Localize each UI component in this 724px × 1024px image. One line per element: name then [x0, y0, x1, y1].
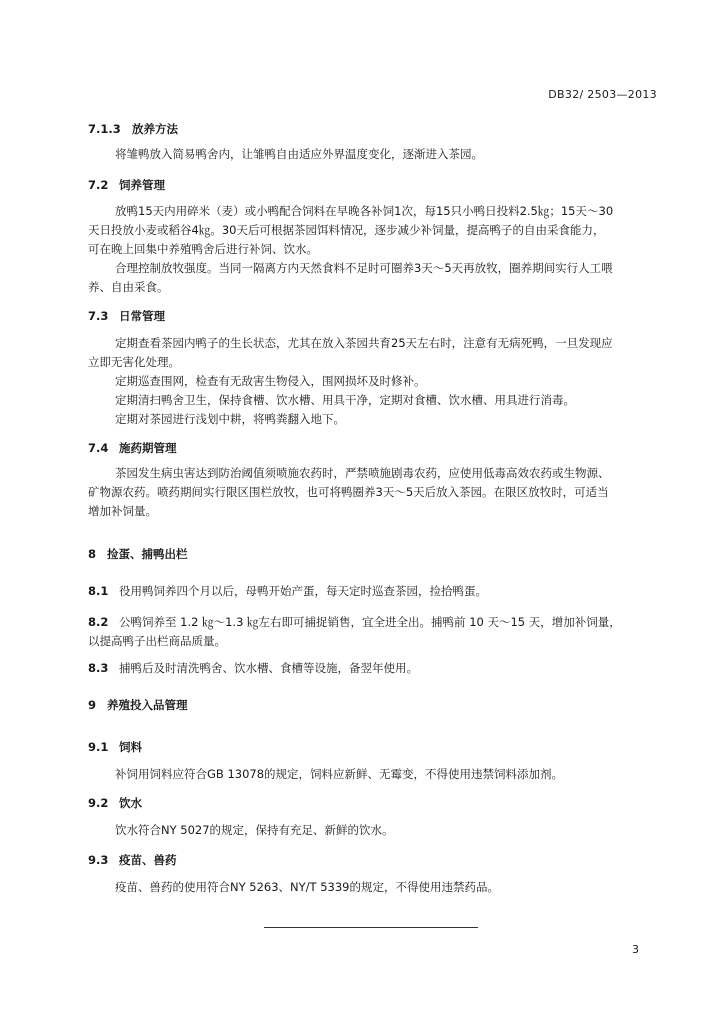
end-of-document-rule	[264, 927, 478, 928]
text-line: 疫苗、兽药的使用符合NY 5263、NY/T 5339的规定，不得使用违禁药品。	[115, 880, 499, 894]
text-line: 立即无害化处理。	[88, 355, 180, 369]
clause-text: 捕鸭后及时清洗鸭舍、饮水槽、食槽等设施，备翌年使用。	[119, 661, 418, 675]
clause-number: 8.3	[88, 661, 109, 675]
clause-8-2	[88, 614, 660, 630]
paragraph-7-3-routine	[88, 334, 660, 429]
section-title: 疫苗、兽药	[119, 853, 177, 867]
section-heading-7-4	[88, 440, 177, 456]
section-heading-9-1	[88, 739, 142, 755]
section-number: 9.1	[88, 740, 109, 754]
section-title: 饮水	[119, 796, 142, 810]
page-number: 3	[632, 943, 639, 956]
clause-8-1	[88, 583, 660, 599]
text-line: 养、自由采食。	[88, 280, 169, 294]
section-heading-7-1-3	[88, 121, 178, 137]
paragraph-9-1	[88, 766, 687, 782]
section-heading-8	[88, 546, 188, 562]
paragraph-9-3	[88, 879, 687, 895]
section-title: 饲料	[119, 740, 142, 754]
section-heading-9-2	[88, 795, 142, 811]
section-number: 7.1.3	[88, 122, 121, 136]
section-heading-9-3	[88, 852, 177, 868]
section-number: 7.4	[88, 441, 109, 455]
text-line: 补饲用饲料应符合GB 13078的规定，饲料应新鲜、无霉变，不得使用违禁饲料添加剂。	[115, 767, 564, 781]
clause-text: 役用鸭饲养四个月以后，母鸭开始产蛋，每天定时巡查茶园，捡拾鸭蛋。	[119, 584, 487, 598]
section-title: 放养方法	[132, 122, 178, 136]
text-line: 定期查看茶园内鸭子的生长状态，尤其在放入茶园共育25天左右时，注意有无病死鸭，一旦发现应	[115, 336, 613, 350]
text-line: 增加补饲量。	[88, 504, 157, 518]
section-number: 9	[88, 698, 97, 712]
standard-code: DB32/ 2503—2013	[548, 88, 657, 101]
section-heading-9	[88, 697, 188, 713]
section-heading-7-2	[88, 177, 165, 193]
section-title: 养殖投入品管理	[107, 698, 188, 712]
text-line: 定期巡查围网，检查有无敌害生物侵入，围网损坏及时修补。	[115, 374, 426, 388]
text-line: 可在晚上回集中养殖鸭舍后进行补饲、饮水。	[88, 242, 318, 256]
text-line: 矿物源农药。喷药期间实行限区围栏放牧，也可将鸭圈养3天～5天后放入茶园。在限区放牧时，可适当	[88, 485, 609, 499]
text-line: 天日投放小麦或稻谷4㎏。30天后可根据茶园饵料情况，逐步减少补饲量，提高鸭子的自由采食能力，	[88, 223, 605, 237]
section-title: 施药期管理	[119, 441, 177, 455]
clause-text: 以提高鸭子出栏商品质量。	[88, 634, 226, 648]
section-heading-7-3	[88, 308, 165, 324]
text-line: 将雏鸭放入简易鸭舍内，让雏鸭自由适应外界温度变化，逐渐进入茶园。	[115, 147, 483, 161]
paragraph-7-4-pesticide	[88, 464, 660, 521]
section-number: 7.2	[88, 178, 109, 192]
text-line: 定期清扫鸭舍卫生，保持食槽、饮水槽、用具干净，定期对食槽、饮水槽、用具进行消毒。	[115, 393, 575, 407]
paragraph-9-2	[88, 822, 687, 838]
clause-8-3	[88, 660, 660, 676]
clause-8-2-continued	[88, 633, 660, 649]
text-line: 定期对茶园进行浅划中耕，将鸭粪翻入地下。	[115, 412, 345, 426]
clause-number: 8.1	[88, 584, 109, 598]
clause-text: 公鸭饲养至 1.2 ㎏～1.3 ㎏左右即可捕捉销售，宜全进全出。捕鸭前 10 天～15 天，增加补饲量，	[119, 615, 621, 629]
section-title: 捡蛋、捕鸭出栏	[107, 547, 188, 561]
text-line: 饮水符合NY 5027的规定，保持有充足、新鲜的饮水。	[115, 823, 394, 837]
section-number: 9.2	[88, 796, 109, 810]
section-title: 饲养管理	[119, 178, 165, 192]
section-number: 9.3	[88, 853, 109, 867]
text-line: 茶园发生病虫害达到防治阈值须喷施农药时，严禁喷施剧毒农药，应使用低毒高效农药或生物源、	[115, 466, 610, 480]
paragraph-7-2-feeding	[88, 202, 660, 297]
section-title: 日常管理	[119, 309, 165, 323]
text-line: 放鸭15天内用碎米（麦）或小鸭配合饲料在早晚各补饲1次，每15只小鸭日投料2.5㎏；15天～30	[115, 204, 614, 218]
paragraph-7-1-3	[88, 145, 687, 164]
section-number: 8	[88, 547, 97, 561]
clause-number: 8.2	[88, 615, 109, 629]
section-number: 7.3	[88, 309, 109, 323]
text-line: 合理控制放牧强度。当同一隔离方内天然食料不足时可圈养3天～5天再放牧，圈养期间实行人工喂	[115, 261, 613, 275]
